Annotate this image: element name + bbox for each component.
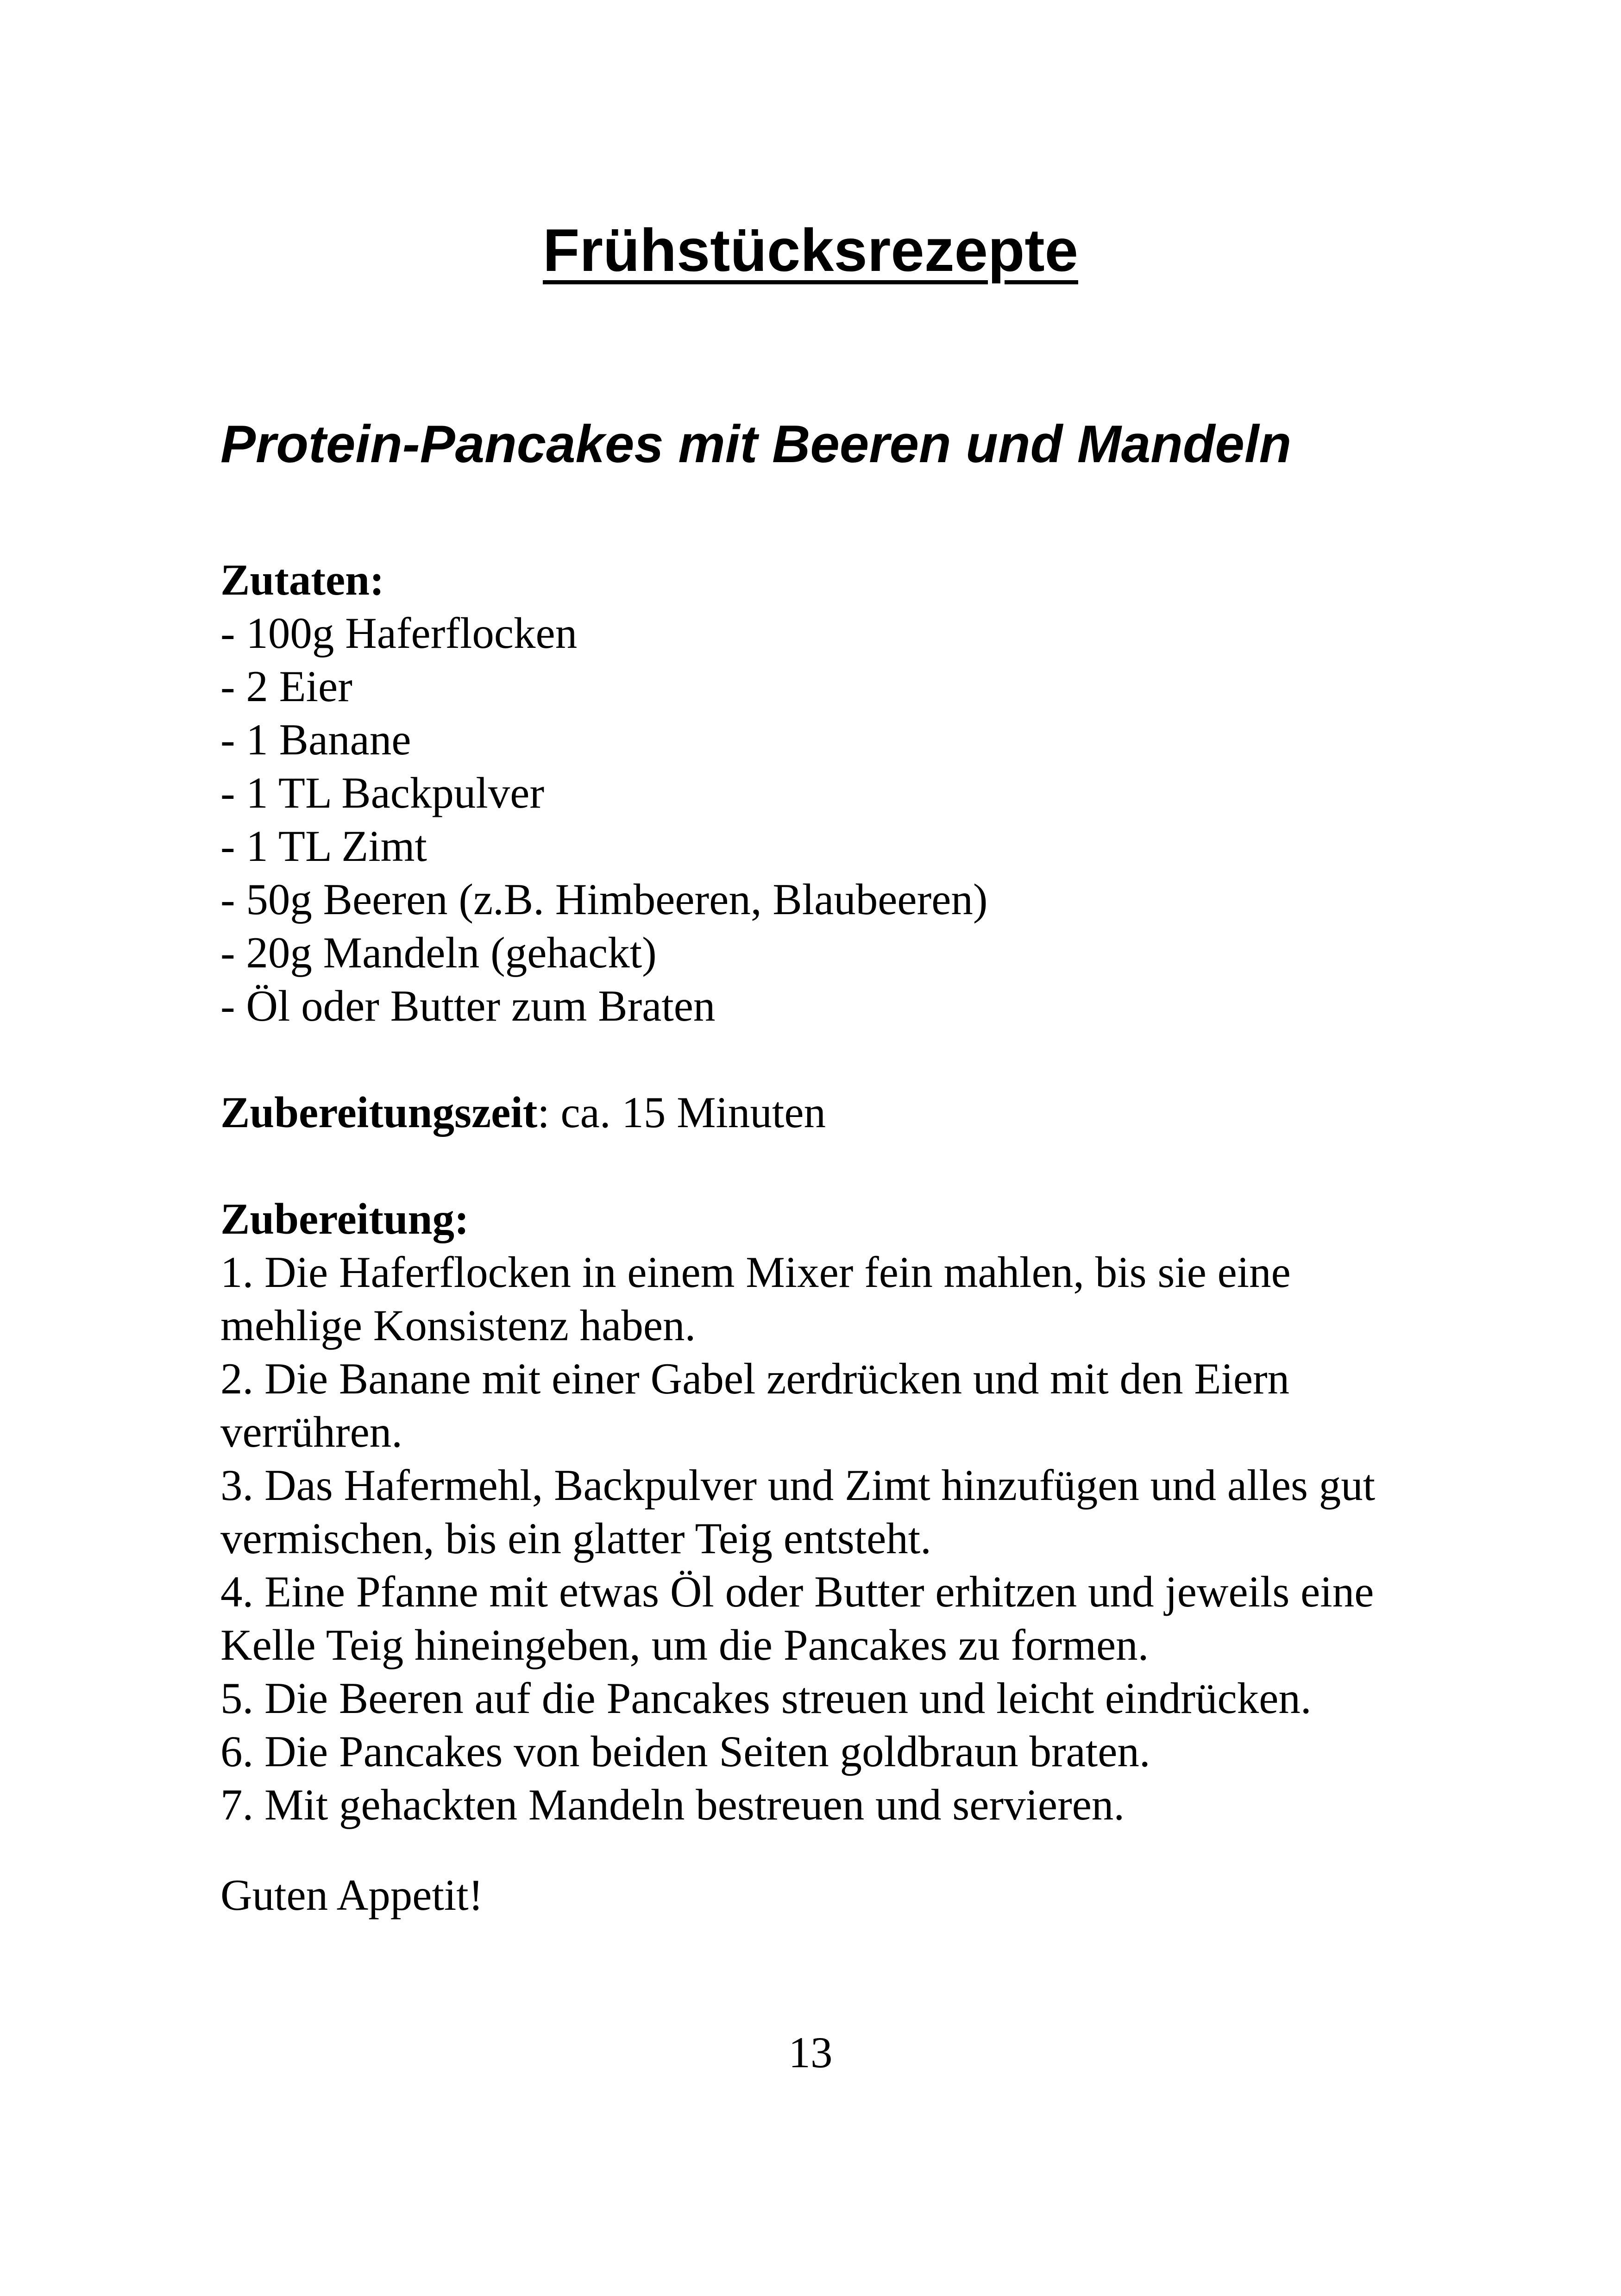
- step-list: [220, 1246, 1425, 1832]
- preparation-section: [220, 1192, 1425, 1832]
- ingredient-item: - Öl oder Butter zum Braten: [220, 981, 716, 1030]
- ingredient-item: - 1 TL Zimt: [220, 822, 427, 871]
- prep-time-value: : ca. 15 Minuten: [537, 1088, 826, 1137]
- step-item: 5. Die Beeren auf die Pancakes streuen und leicht eindrücken.: [220, 1674, 1312, 1723]
- ingredient-item: - 20g Mandeln (gehackt): [220, 928, 657, 977]
- ingredient-item: - 2 Eier: [220, 662, 352, 711]
- ingredients-section: [220, 553, 1425, 1033]
- page-number: 13: [788, 2028, 833, 2077]
- step-item: 7. Mit gehackten Mandeln bestreuen und servieren.: [220, 1780, 1125, 1829]
- chapter-title: Frühstücksrezepte: [543, 216, 1078, 284]
- step-item: 3. Das Hafermehl, Backpulver und Zimt hinzufügen und alles gut vermischen, bis ein glatter Teig entsteht.: [220, 1461, 1376, 1563]
- step-item: 2. Die Banane mit einer Gabel zerdrücken und mit den Eiern verrühren.: [220, 1354, 1290, 1456]
- ingredient-list: [220, 607, 1425, 1033]
- ingredients-heading: Zutaten:: [220, 555, 384, 604]
- preparation-heading: Zubereitung:: [220, 1194, 469, 1243]
- ingredient-item: - 1 Banane: [220, 715, 411, 764]
- prep-time: [220, 1086, 1425, 1139]
- ingredient-item: - 1 TL Backpulver: [220, 768, 545, 817]
- step-item: 1. Die Haferflocken in einem Mixer fein mahlen, bis sie eine mehlige Konsistenz haben.: [220, 1248, 1291, 1350]
- step-item: 4. Eine Pfanne mit etwas Öl oder Butter erhitzen und jeweils eine Kelle Teig hineingeben, um die Pancakes zu formen.: [220, 1567, 1374, 1669]
- ingredient-item: - 100g Haferflocken: [220, 609, 578, 658]
- recipe-title: Protein-Pancakes mit Beeren und Mandeln: [220, 415, 1292, 474]
- step-item: 6. Die Pancakes von beiden Seiten goldbraun braten.: [220, 1727, 1150, 1776]
- prep-time-label: Zubereitungszeit: [220, 1088, 538, 1137]
- ingredient-item: - 50g Beeren (z.B. Himbeeren, Blaubeeren): [220, 875, 988, 924]
- closing-text: Guten Appetit!: [220, 1870, 484, 1920]
